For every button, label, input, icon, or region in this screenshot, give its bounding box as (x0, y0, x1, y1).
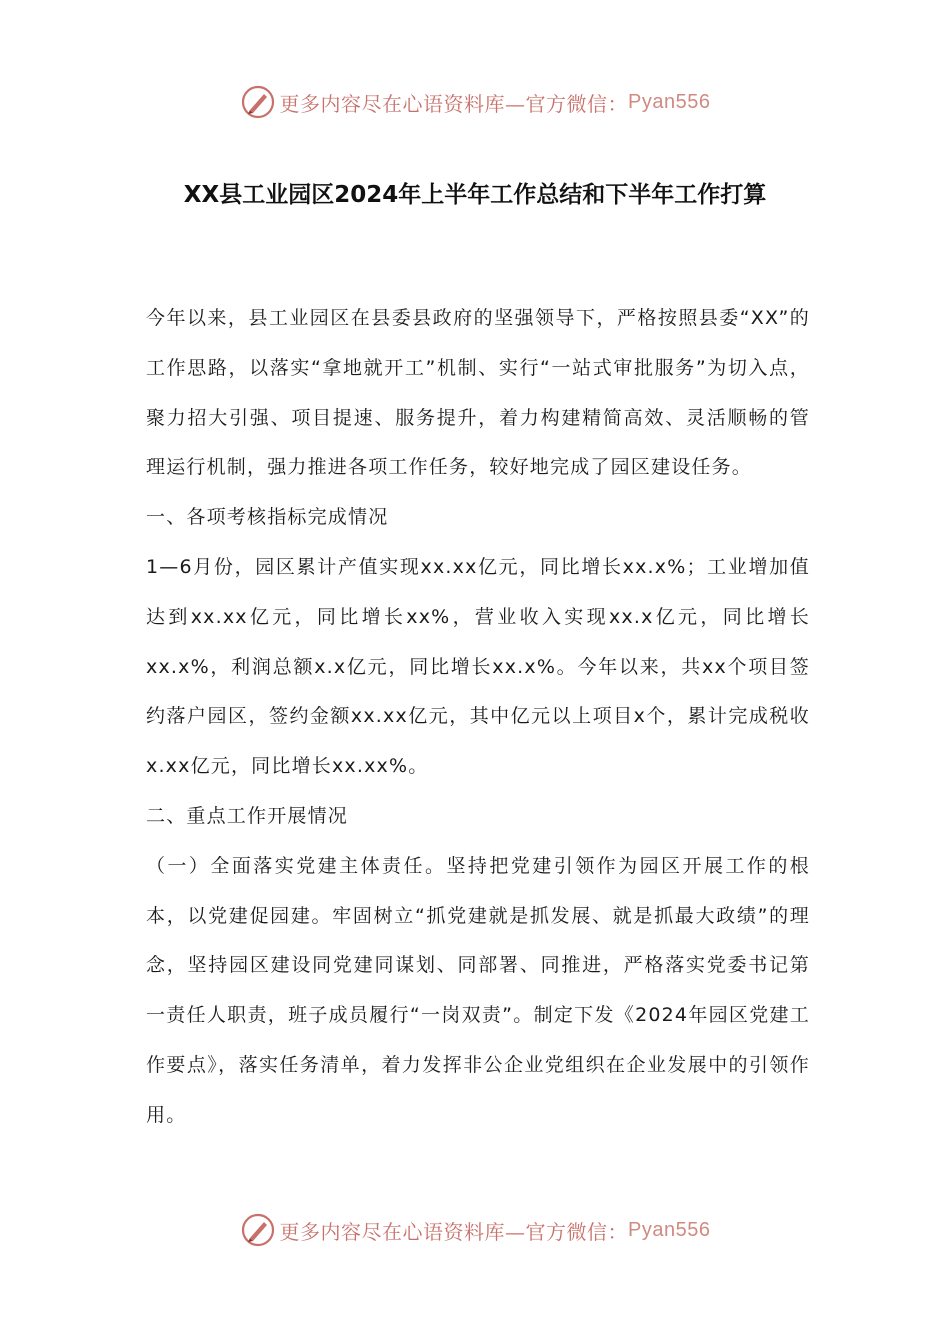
paragraph-intro: 今年以来，县工业园区在县委县政府的坚强领导下，严格按照县委“XX”的工作思路，以落实“拿地就开工”机制、实行“一站式审批服务”为切入点，聚力招大引强、项目提速、服务提升，着力构建精简高效、灵活顺畅的管理运行机制，强力推进各项工作任务，较好地完成了园区建设任务。 (146, 307, 810, 479)
watermark-wechat-id: Pyan556 (628, 1218, 711, 1241)
section-heading-1: 一、各项考核指标完成情况 (146, 506, 389, 529)
document-body (146, 294, 810, 1141)
document-title: XX县工业园区2024年上半年工作总结和下半年工作打算 (183, 182, 767, 208)
pen-logo-icon (240, 1212, 276, 1248)
watermark-text: 更多内容尽在心语资料库—官方微信： (279, 91, 629, 116)
watermark-header (0, 84, 950, 120)
paragraph-party-building: （一）全面落实党建主体责任。坚持把党建引领作为园区开展工作的根本，以党建促园建。牢固树立“抓党建就是抓发展、就是抓最大政绩”的理念，坚持园区建设同党建同谋划、同部署、同推进，严格落实党委书记第一责任人职责，班子成员履行“一岗双责”。制定下发《2024年园区党建工作要点》，落实任务清单，着力发挥非公企业党组织在企业发展中的引领作用。 (146, 854, 810, 1126)
section-heading-2: 二、重点工作开展情况 (146, 804, 349, 827)
watermark-footer (0, 1212, 950, 1248)
watermark-text: 更多内容尽在心语资料库—官方微信： (279, 1219, 629, 1244)
pen-logo-icon (240, 84, 276, 120)
watermark-wechat-id: Pyan556 (628, 90, 711, 113)
paragraph-indicators: 1—6月份，园区累计产值实现xx.xx亿元，同比增长xx.x%；工业增加值达到xx.xx亿元，同比增长xx%，营业收入实现xx.x亿元，同比增长xx.x%，利润总额x.x亿元，同比增长xx.x%。今年以来，共xx个项目签约落户园区，签约金额xx.xx亿元，其中亿元以上项目x个，累计完成税收x.xx亿元，同比增长xx.xx%。 (146, 555, 810, 778)
